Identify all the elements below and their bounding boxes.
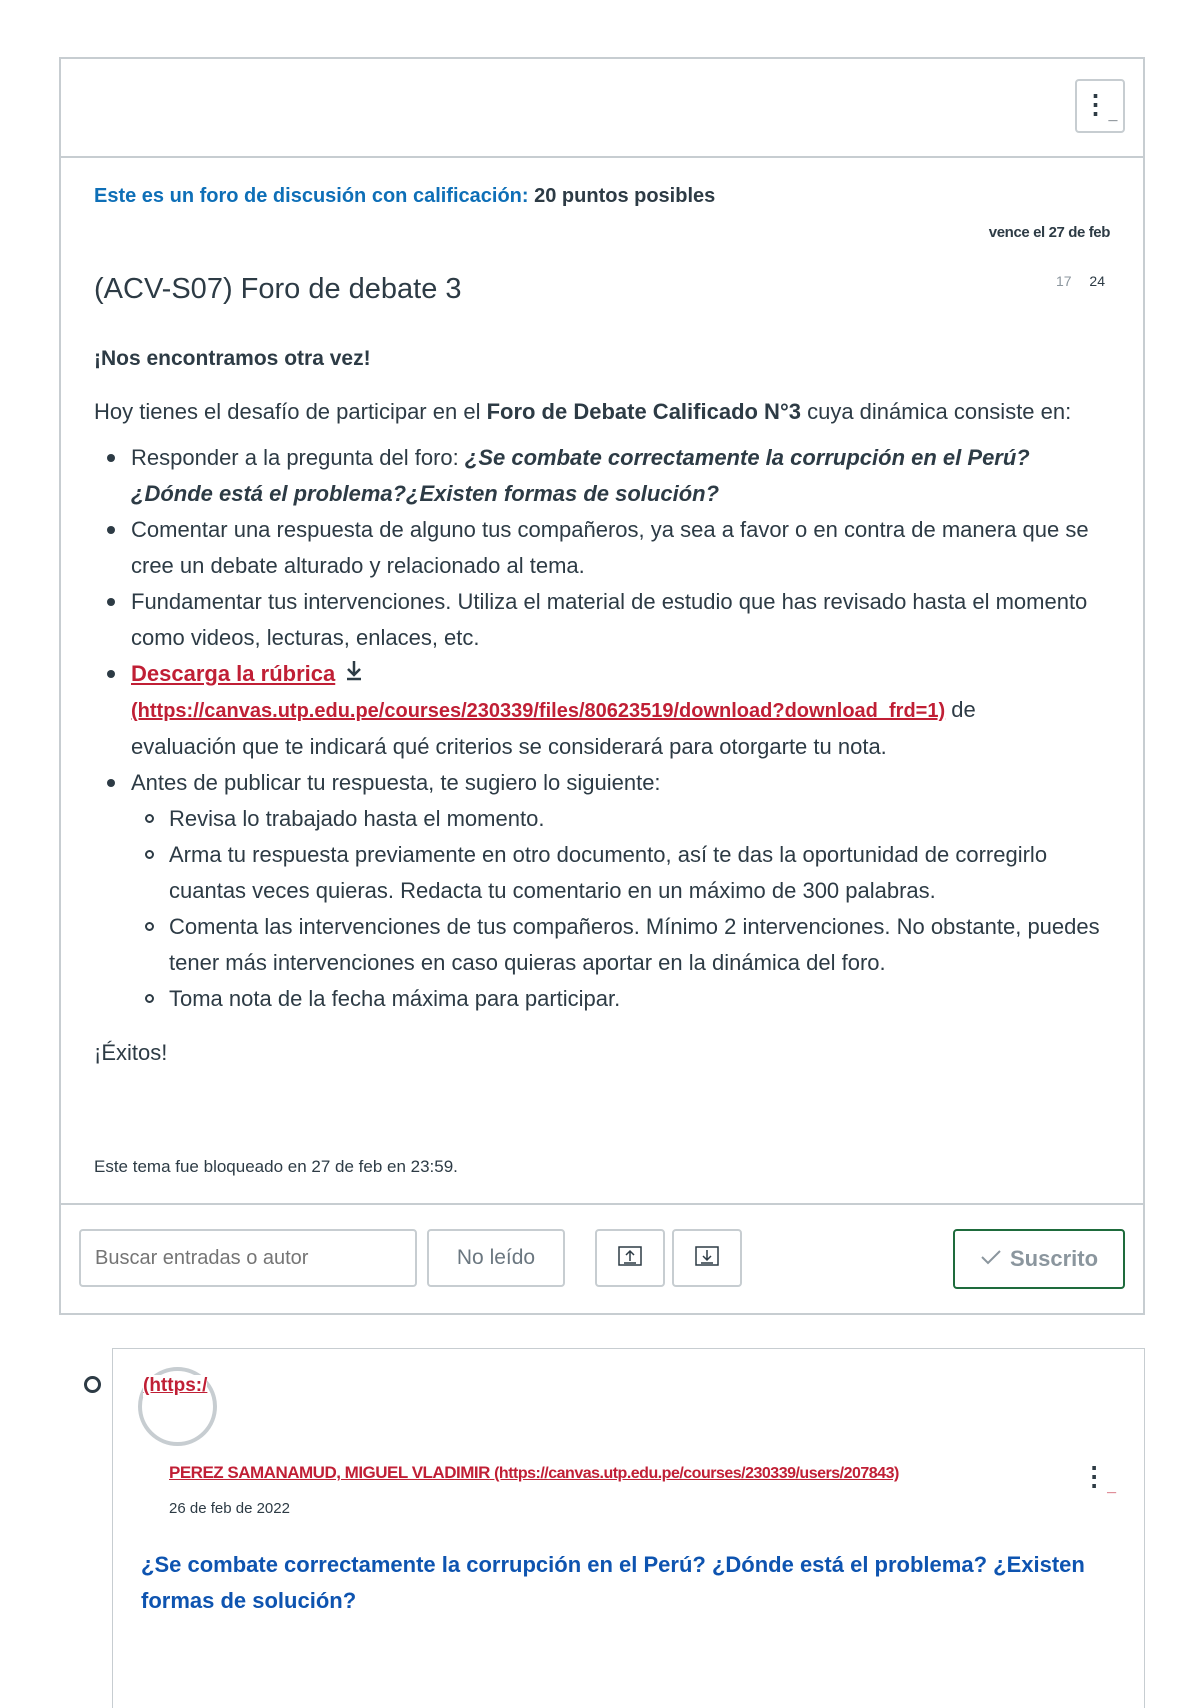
list-item: Responder a la pregunta del foro: ¿Se combate correctamente la corrupción en el Perú? ¿Dónde está el problema?¿Existen formas de solución?: [131, 440, 1104, 512]
checkmark-icon: [980, 1246, 1002, 1272]
unread-count: 17: [1055, 273, 1072, 289]
download-icon: [341, 656, 367, 692]
closing-text: ¡Éxitos!: [94, 1040, 168, 1065]
reply-entry: [112, 1348, 1145, 1708]
collapse-threads-button[interactable]: [595, 1229, 665, 1287]
discussion-title: (ACV-S07) Foro de debate 3: [94, 273, 462, 305]
instructions-list: [94, 440, 1104, 1017]
sub-list-item: Toma nota de la fecha máxima para participar.: [169, 981, 1104, 1017]
due-date: vence el 27 de feb: [988, 224, 1110, 241]
discussion-body: [94, 341, 1104, 1071]
greeting: ¡Nos encontramos otra vez!: [94, 347, 371, 370]
rubric-download-link[interactable]: Descarga la rúbrica: [131, 661, 367, 686]
unread-indicator-icon[interactable]: [84, 1376, 101, 1393]
reply-options-button[interactable]: [1081, 1461, 1116, 1496]
sub-list-item: Arma tu respuesta previamente en otro documento, así te das la oportunidad de corregirlo cuantas veces quieras. Redacta tu comentario en un máximo de 300 palabras.: [169, 837, 1104, 909]
search-input[interactable]: [79, 1229, 417, 1287]
unread-filter-button[interactable]: No leído: [427, 1229, 565, 1287]
total-count: 24: [1089, 273, 1105, 289]
sub-list-item: Revisa lo trabajado hasta el momento.: [169, 801, 1104, 837]
kebab-menu-icon: $⋮_{\_}$: [1082, 88, 1118, 123]
subscribed-label: Suscrito: [1009, 1246, 1099, 1271]
rubric-url-link[interactable]: (https://canvas.utp.edu.pe/courses/230339/files/80623519/download?download_frd=1): [131, 700, 946, 722]
kebab-menu-icon: $⋮_{\_}$: [1081, 1461, 1116, 1495]
subscribed-button[interactable]: [953, 1229, 1125, 1289]
list-item: Fundamentar tus intervenciones. Utiliza el material de estudio que has revisado hasta el momento como videos, lecturas, enlaces, etc.: [131, 584, 1104, 656]
reply-counts: [1056, 273, 1105, 289]
sub-list: [131, 801, 1104, 1017]
discussion-card: [59, 57, 1145, 1315]
grading-prefix: Este es un foro de discusión con calificación:: [94, 185, 529, 207]
sub-list-item: Comenta las intervenciones de tus compañeros. Mínimo 2 intervenciones. No obstante, puedes tener más intervenciones en caso quieras aportar en la dinámica del foro.: [169, 909, 1104, 981]
locked-note: Este tema fue bloqueado en 27 de feb en 23:59.: [94, 1157, 458, 1176]
collapse-threads-icon: [617, 1245, 643, 1272]
list-item: Comentar una respuesta de alguno tus compañeros, ya sea a favor o en contra de manera que se cree un debate alturado y relacionado al tema.: [131, 512, 1104, 584]
intro-paragraph: Hoy tienes el desafío de participar en el Foro de Debate Calificado N°3 cuya dinámica consiste en:: [94, 399, 1072, 424]
grading-info: [94, 185, 715, 208]
discussion-toolbar: [61, 1203, 1143, 1317]
avatar-link[interactable]: (https:/: [143, 1375, 208, 1396]
list-item: Descarga la rúbrica (https://canvas.utp.edu.pe/courses/230339/files/80623519/download?download_frd=1) de evaluación que te indicará qué criterios se considerará para otorgarte tu nota.: [131, 656, 1104, 765]
points-possible: 20 puntos posibles: [534, 185, 716, 207]
expand-threads-button[interactable]: [672, 1229, 742, 1287]
reply-title: ¿Se combate correctamente la corrupción en el Perú? ¿Dónde está el problema? ¿Existen formas de solución?: [141, 1552, 1085, 1613]
list-item: Antes de publicar tu respuesta, te sugiero lo siguiente: Revisa lo trabajado hasta el momento. Arma tu respuesta previamente en otro documento, así te das la oportunidad de corregirlo cuantas veces quieras. Redacta tu comentario en un máximo de 300 palabras. Comenta las intervenciones de tus compañeros. Mínimo 2 intervenciones. No obstante, puedes tener más intervenciones en caso quieras aportar en la dinámica del foro. Toma nota de la fecha máxima para participar.: [131, 765, 1104, 1017]
post-date: 26 de feb de 2022: [169, 1500, 290, 1517]
options-menu-button[interactable]: [1075, 79, 1125, 133]
expand-threads-icon: [694, 1245, 720, 1272]
card-header: [61, 59, 1143, 158]
author-link[interactable]: PEREZ SAMANAMUD, MIGUEL VLADIMIR (https://canvas.utp.edu.pe/courses/230339/users/207843): [169, 1463, 899, 1482]
